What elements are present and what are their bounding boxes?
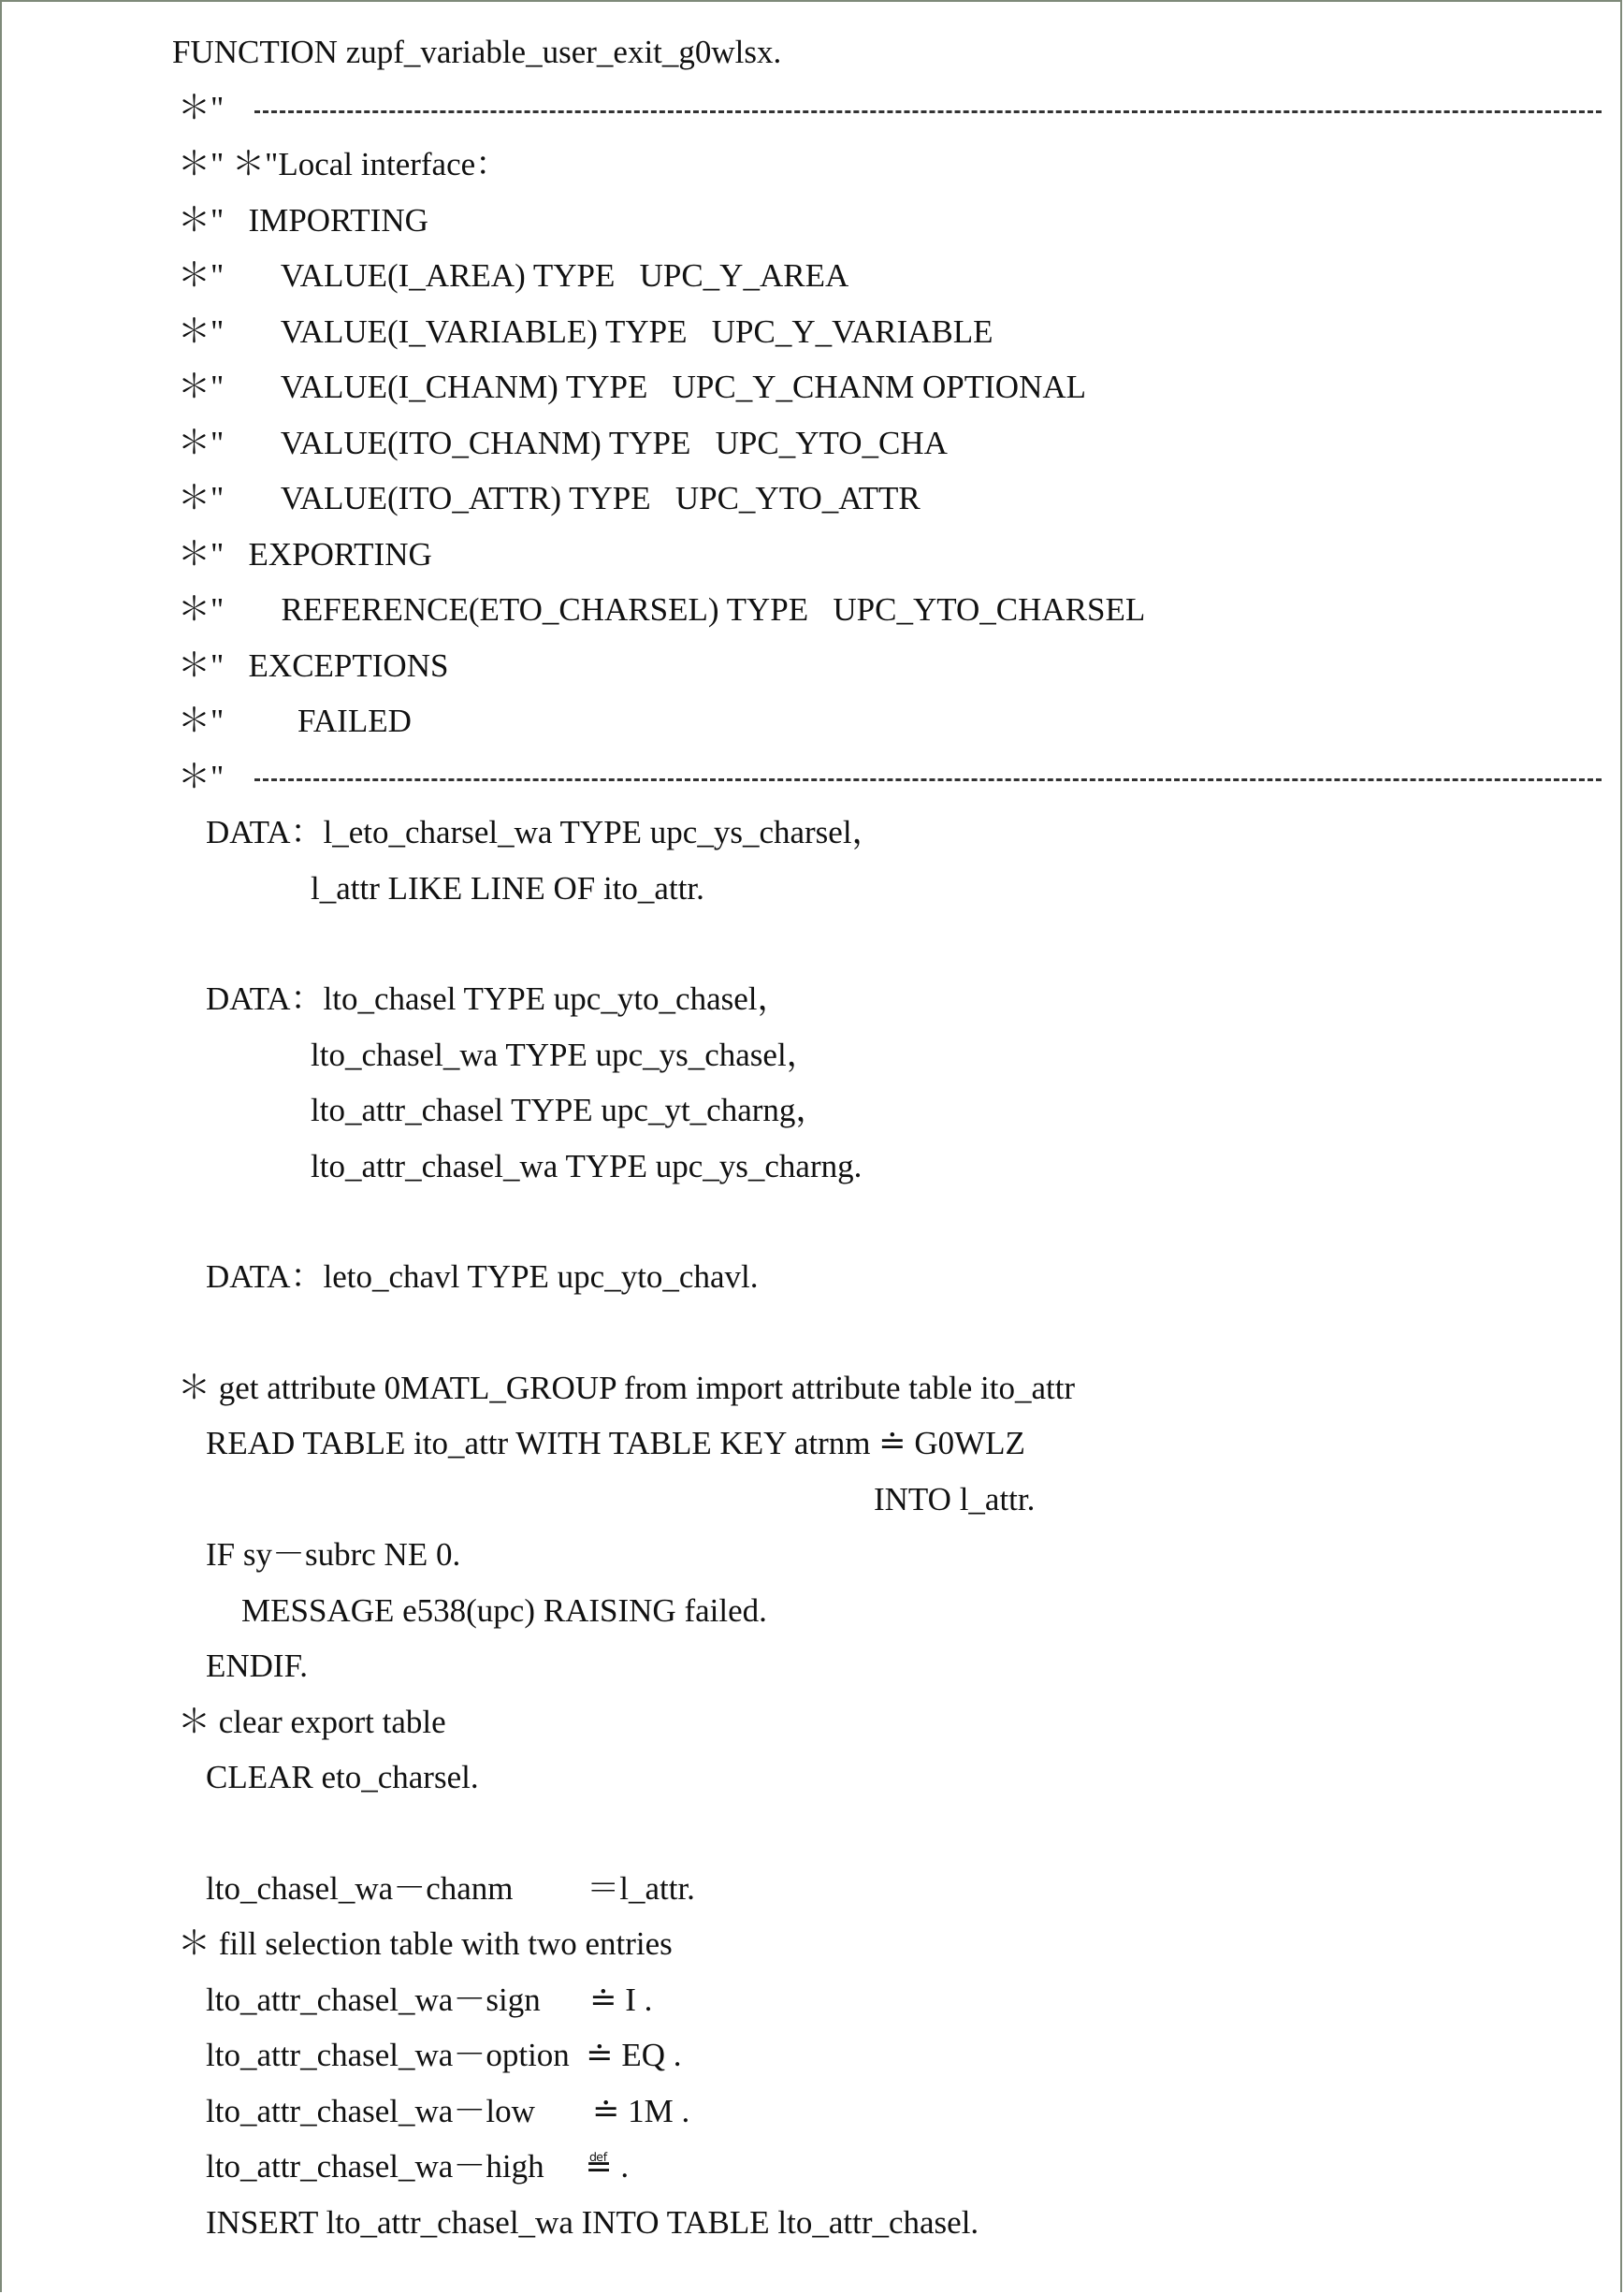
code-line-24: INTO l_attr. <box>874 1481 1036 1517</box>
code-line-1: FUNCTION zupf_variable_user_exit_g0wlsx. <box>172 34 782 70</box>
code-line-33: lto_attr_chasel_wa－option ≐ EQ . <box>206 2037 682 2073</box>
code-line-12: ＊" EXCEPTIONS <box>178 647 449 684</box>
dashed-rule-bottom <box>254 778 1602 781</box>
code-line-6: ＊" VALUE(I_VARIABLE) TYPE UPC_Y_VARIABLE <box>178 313 993 350</box>
code-line-22: ＊ get attribute 0MATL_GROUP from import attribute table ito_attr <box>178 1370 1076 1406</box>
code-line-8: ＊" VALUE(ITO_CHANM) TYPE UPC_YTO_CHA <box>178 425 948 461</box>
code-line-30: lto_chasel_wa－chanm ＝l_attr. <box>206 1870 695 1907</box>
code-line-27: ENDIF. <box>206 1648 308 1684</box>
code-line-34: lto_attr_chasel_wa－low ≐ 1M . <box>206 2093 690 2129</box>
code-line-28: ＊ clear export table <box>178 1704 446 1740</box>
comment-marker-line-2: ＊" <box>178 90 225 126</box>
code-line-23: READ TABLE ito_attr WITH TABLE KEY atrnm ≐ G0WLZ <box>206 1425 1025 1461</box>
code-line-3: ＊" ＊"Local interface： <box>178 146 509 182</box>
code-line-35: lto_attr_chasel_wa－high ≝ . <box>206 2148 630 2185</box>
comment-marker-line-14: ＊" <box>178 759 225 795</box>
code-line-21: DATA：leto_chavl TYPE upc_yto_chavl. <box>206 1258 759 1295</box>
code-line-4: ＊" IMPORTING <box>178 202 428 239</box>
code-line-15: DATA：l_eto_charsel_wa TYPE upc_ys_charsel， <box>206 814 885 850</box>
code-line-18: lto_chasel_wa TYPE upc_ys_chasel， <box>311 1037 819 1073</box>
code-line-17: DATA：lto_chasel TYPE upc_yto_chasel， <box>206 980 790 1017</box>
code-line-5: ＊" VALUE(I_AREA) TYPE UPC_Y_AREA <box>178 257 849 294</box>
code-line-29: CLEAR eto_charsel. <box>206 1759 479 1795</box>
code-line-16: l_attr LIKE LINE OF ito_attr. <box>311 870 704 907</box>
code-line-32: lto_attr_chasel_wa－sign ≐ I . <box>206 1982 653 2018</box>
code-line-26: MESSAGE e538(upc) RAISING failed. <box>241 1592 767 1629</box>
code-line-10: ＊" EXPORTING <box>178 536 432 573</box>
code-line-36: INSERT lto_attr_chasel_wa INTO TABLE lto_attr_chasel. <box>206 2204 979 2241</box>
dashed-rule-top <box>254 110 1602 113</box>
code-line-25: IF sy－subrc NE 0. <box>206 1536 461 1573</box>
code-line-19: lto_attr_chasel TYPE upc_yt_charng， <box>311 1092 829 1128</box>
code-line-31: ＊ fill selection table with two entries <box>178 1925 673 1962</box>
code-line-7: ＊" VALUE(I_CHANM) TYPE UPC_Y_CHANM OPTIONAL <box>178 369 1086 405</box>
code-line-9: ＊" VALUE(ITO_ATTR) TYPE UPC_YTO_ATTR <box>178 480 921 516</box>
code-line-20: lto_attr_chasel_wa TYPE upc_ys_charng. <box>311 1148 863 1184</box>
code-line-13: ＊" FAILED <box>178 703 412 739</box>
code-line-11: ＊" REFERENCE(ETO_CHARSEL) TYPE UPC_YTO_CHARSEL <box>178 591 1146 628</box>
